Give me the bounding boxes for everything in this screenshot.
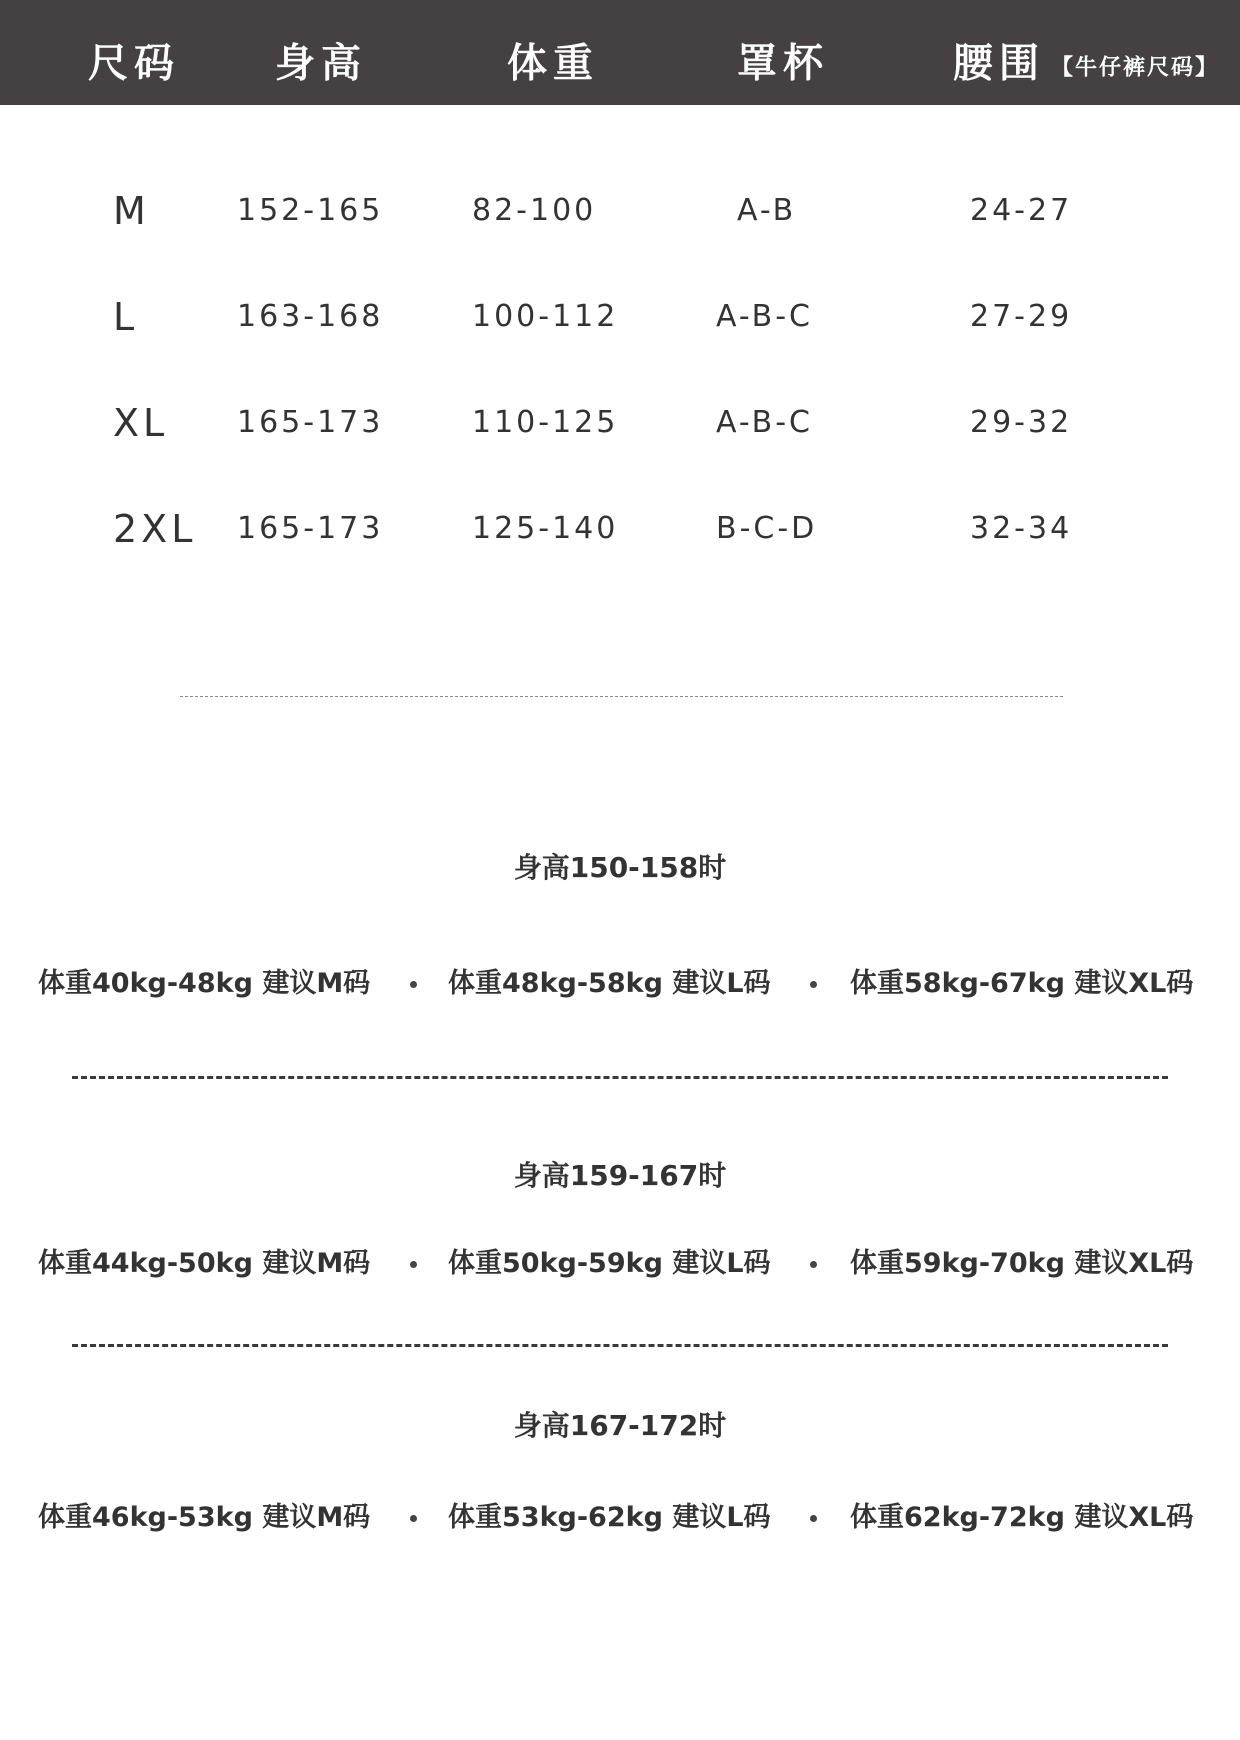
cell-weight: 82-100 (472, 193, 597, 228)
header-waist: 腰围 (953, 40, 1045, 87)
recommendation-item: 体重59kg-70kg 建议XL码 (850, 1248, 1194, 1279)
bullet-dot (410, 981, 417, 988)
size-table-header (0, 0, 1240, 105)
recommendation-title: 身高167-172时 (513, 1409, 727, 1442)
cell-size: XL (113, 401, 169, 445)
recommendation-item: 体重40kg-48kg 建议M码 (38, 968, 371, 999)
cell-waist: 24-27 (970, 193, 1073, 228)
cell-weight: 125-140 (472, 511, 619, 546)
table-row (0, 292, 1240, 342)
recommendation-line (0, 962, 1240, 1006)
table-row (0, 398, 1240, 448)
cell-cup: A-B (737, 193, 797, 228)
cell-weight: 100-112 (472, 299, 619, 334)
recommendation-title: 身高150-158时 (513, 851, 727, 884)
recommendation-item: 体重62kg-72kg 建议XL码 (850, 1502, 1194, 1533)
cell-cup: A-B-C (716, 405, 813, 440)
cell-cup: B-C-D (716, 511, 818, 546)
table-divider (180, 696, 1063, 697)
cell-weight: 110-125 (472, 405, 619, 440)
cell-waist: 27-29 (970, 299, 1073, 334)
cell-height: 163-168 (237, 299, 384, 334)
recommendation-line (0, 1242, 1240, 1286)
cell-size: L (113, 295, 139, 339)
cell-waist: 29-32 (970, 405, 1073, 440)
recommendation-item: 体重50kg-59kg 建议L码 (448, 1248, 771, 1279)
recommendation-line (0, 1496, 1240, 1540)
header-height: 身高 (275, 40, 367, 87)
header-weight: 体重 (507, 40, 599, 87)
bullet-dot (810, 1261, 817, 1268)
bullet-dot (810, 1515, 817, 1522)
header-cup: 罩杯 (737, 40, 829, 87)
cell-size: M (113, 189, 150, 233)
recommendation-item: 体重48kg-58kg 建议L码 (448, 968, 771, 999)
section-divider (72, 1344, 1168, 1347)
section-divider (72, 1076, 1168, 1079)
bullet-dot (410, 1261, 417, 1268)
bullet-dot (410, 1515, 417, 1522)
cell-waist: 32-34 (970, 511, 1073, 546)
cell-cup: A-B-C (716, 299, 813, 334)
cell-height: 152-165 (237, 193, 384, 228)
header-size: 尺码 (88, 40, 180, 87)
recommendation-item: 体重44kg-50kg 建议M码 (38, 1248, 371, 1279)
recommendation-item: 体重58kg-67kg 建议XL码 (850, 968, 1194, 999)
recommendation-item: 体重53kg-62kg 建议L码 (448, 1502, 771, 1533)
table-row (0, 186, 1240, 236)
header-waist-group (953, 32, 1219, 89)
cell-height: 165-173 (237, 405, 384, 440)
table-row (0, 504, 1240, 554)
recommendation-item: 体重46kg-53kg 建议M码 (38, 1502, 371, 1533)
recommendation-title: 身高159-167时 (513, 1159, 727, 1192)
header-waist-note: 【牛仔裤尺码】 (1051, 55, 1220, 80)
bullet-dot (810, 981, 817, 988)
cell-height: 165-173 (237, 511, 384, 546)
cell-size: 2XL (113, 507, 197, 551)
